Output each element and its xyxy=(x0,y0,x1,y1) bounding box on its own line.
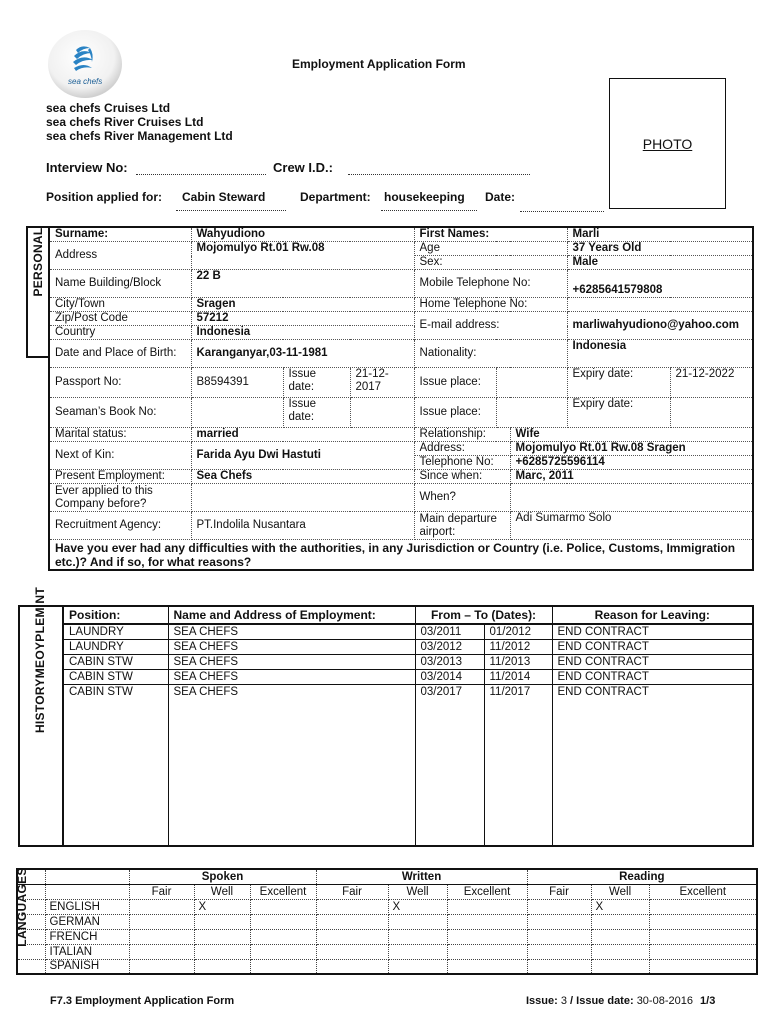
building-field[interactable]: 22 B xyxy=(191,270,414,298)
position-label: Position applied for: xyxy=(46,190,162,204)
level-label: Excellent xyxy=(447,884,527,899)
address-label: Address xyxy=(49,242,191,270)
history-position[interactable]: CABIN STW xyxy=(63,685,168,847)
footer-issue xyxy=(526,995,715,1007)
history-row[interactable] xyxy=(63,670,753,685)
mobile-field[interactable]: +6285641579808 xyxy=(567,270,753,298)
authorities-question: Have you ever had any difficulties with the authorities, in any Jurisdiction or Country (i.e. Police, Customs, Immigration etc.)? And if so, for what reasons? xyxy=(49,540,753,571)
footer-form-name: F7.3 Employment Application Form xyxy=(50,995,235,1007)
level-label: Fair xyxy=(316,884,388,899)
passport-issue-place-label: Issue place: xyxy=(414,368,496,398)
seaman-issue-place-field[interactable] xyxy=(496,398,567,428)
mark-cell[interactable] xyxy=(527,899,591,914)
mark-cell[interactable] xyxy=(316,944,388,959)
dob-field[interactable]: Karanganyar,03-11-1981 xyxy=(191,340,414,368)
relationship-label: Relationship: xyxy=(414,428,510,442)
history-reason[interactable]: END CONTRACT xyxy=(552,685,753,847)
mark-cell[interactable] xyxy=(527,929,591,944)
mark-cell[interactable] xyxy=(316,914,388,929)
kin-label: Next of Kin: xyxy=(49,442,191,470)
mark-cell[interactable] xyxy=(194,914,250,929)
level-label: Well xyxy=(194,884,250,899)
when-label: When? xyxy=(414,484,510,512)
present-employment-label: Present Employment: xyxy=(49,470,191,484)
lang-group-spoken: Spoken xyxy=(129,869,316,884)
mark-cell[interactable]: X xyxy=(194,899,250,914)
history-employer[interactable]: SEA CHEFS xyxy=(168,685,415,847)
dob-label: Date and Place of Birth: xyxy=(49,340,191,368)
mark-cell[interactable] xyxy=(388,959,447,974)
kin-phone-field[interactable]: +6285725596114 xyxy=(510,456,753,470)
passport-issue-date-label: Issue date: xyxy=(283,368,350,398)
sex-field[interactable]: Male xyxy=(567,256,753,270)
language-row xyxy=(17,959,757,974)
history-reason[interactable]: END CONTRACT xyxy=(552,624,753,640)
mark-cell[interactable]: X xyxy=(591,899,649,914)
nationality-field[interactable]: Indonesia xyxy=(567,340,753,368)
mark-cell[interactable] xyxy=(194,929,250,944)
history-table xyxy=(62,605,754,847)
mark-cell[interactable] xyxy=(129,959,194,974)
kin-address-field[interactable]: Mojomulyo Rt.01 Rw.08 Sragen xyxy=(510,442,753,456)
mark-cell[interactable] xyxy=(591,929,649,944)
mark-cell[interactable] xyxy=(447,929,527,944)
language-name: ENGLISH xyxy=(45,899,129,914)
language-name: ITALIAN xyxy=(45,944,129,959)
history-position[interactable]: LAUNDRY xyxy=(63,624,168,640)
history-from[interactable]: 03/2013 xyxy=(415,655,484,670)
history-from[interactable]: 03/2012 xyxy=(415,640,484,655)
history-from[interactable]: 03/2017 xyxy=(415,685,484,847)
level-label: Fair xyxy=(129,884,194,899)
mark-cell[interactable] xyxy=(250,914,316,929)
seaman-expiry-field[interactable] xyxy=(670,398,753,428)
seaman-issue-date-field[interactable] xyxy=(350,398,414,428)
mobile-label: Mobile Telephone No: xyxy=(414,270,567,298)
seaman-expiry-label: Expiry date: xyxy=(567,398,670,428)
passport-issue-date-field[interactable]: 21-12-2017 xyxy=(350,368,414,398)
age-label: Age xyxy=(414,242,567,256)
passport-issue-place-field[interactable] xyxy=(496,368,567,398)
language-row xyxy=(17,899,757,914)
language-row xyxy=(17,944,757,959)
history-position[interactable]: LAUNDRY xyxy=(63,640,168,655)
mark-cell[interactable] xyxy=(250,944,316,959)
mark-cell[interactable] xyxy=(129,914,194,929)
marital-label: Marital status: xyxy=(49,428,191,442)
mark-cell[interactable] xyxy=(649,959,757,974)
kin-field[interactable]: Farida Ayu Dwi Hastuti xyxy=(191,442,414,470)
when-field[interactable] xyxy=(510,484,753,512)
date-field[interactable] xyxy=(520,211,604,212)
age-field[interactable]: 37 Years Old xyxy=(567,242,753,256)
history-row[interactable] xyxy=(63,655,753,670)
agency-label: Recruitment Agency: xyxy=(49,512,191,540)
history-employer[interactable]: SEA CHEFS xyxy=(168,640,415,655)
first-names-field[interactable]: Marli xyxy=(567,227,753,242)
footer-issue-date: 30-08-2016 xyxy=(636,995,693,1007)
mark-cell[interactable] xyxy=(194,959,250,974)
mark-cell[interactable] xyxy=(388,929,447,944)
footer-issue-date-label: / Issue date: xyxy=(570,995,634,1007)
seaman-issue-place-label: Issue place: xyxy=(414,398,496,428)
company-list xyxy=(46,101,233,143)
home-phone-label: Home Telephone No: xyxy=(414,298,567,312)
passport-label: Passport No: xyxy=(49,368,191,398)
history-to[interactable]: 11/2012 xyxy=(484,640,552,655)
footer-issue-number: 3 xyxy=(560,995,567,1007)
country-field[interactable]: Indonesia xyxy=(191,326,414,340)
city-label: City/Town xyxy=(49,298,191,312)
city-field[interactable]: Sragen xyxy=(191,298,414,312)
history-row[interactable] xyxy=(63,624,753,640)
history-position[interactable]: CABIN STW xyxy=(63,670,168,685)
nationality-label: Nationality: xyxy=(414,340,567,368)
history-to[interactable]: 11/2014 xyxy=(484,670,552,685)
history-row[interactable] xyxy=(63,640,753,655)
languages-side-label: LANGUAGES xyxy=(15,867,29,947)
history-header-reason: Reason for Leaving: xyxy=(552,606,753,624)
history-employer[interactable]: SEA CHEFS xyxy=(168,670,415,685)
seaman-issue-date-label: Issue date: xyxy=(283,398,350,428)
mark-cell[interactable] xyxy=(527,944,591,959)
email-label: E-mail address: xyxy=(414,312,567,340)
language-name: FRENCH xyxy=(45,929,129,944)
crew-id-label: Crew I.D.: xyxy=(273,160,333,175)
language-name: SPANISH xyxy=(45,959,129,974)
kin-phone-label: Telephone No: xyxy=(414,456,510,470)
company-name: sea chefs River Management Ltd xyxy=(46,129,233,143)
mark-cell[interactable] xyxy=(388,914,447,929)
passport-expiry-label: Expiry date: xyxy=(567,368,670,398)
present-employment-field[interactable]: Sea Chefs xyxy=(191,470,414,484)
mark-cell[interactable] xyxy=(316,899,388,914)
relationship-field[interactable]: Wife xyxy=(510,428,753,442)
company-name: sea chefs River Cruises Ltd xyxy=(46,115,204,129)
level-label: Excellent xyxy=(250,884,316,899)
history-row[interactable] xyxy=(63,685,753,847)
interview-label: Interview No: xyxy=(46,160,128,175)
history-to[interactable]: 11/2013 xyxy=(484,655,552,670)
history-side-label: HISTORYMEOYPLEM NT xyxy=(33,586,47,734)
history-from[interactable]: 03/2011 xyxy=(415,624,484,640)
mark-cell[interactable] xyxy=(527,914,591,929)
mark-cell[interactable] xyxy=(447,914,527,929)
language-name: GERMAN xyxy=(45,914,129,929)
history-header-position: Position: xyxy=(63,606,168,624)
mark-cell[interactable] xyxy=(194,944,250,959)
zip-field[interactable]: 57212 xyxy=(191,312,414,326)
mark-cell[interactable] xyxy=(129,899,194,914)
mark-cell[interactable] xyxy=(447,944,527,959)
crew-id-field[interactable] xyxy=(348,174,530,175)
level-label: Well xyxy=(591,884,649,899)
history-reason[interactable]: END CONTRACT xyxy=(552,655,753,670)
level-label: Fair xyxy=(527,884,591,899)
applied-before-field[interactable] xyxy=(191,484,414,512)
lang-group-reading: Reading xyxy=(527,869,757,884)
home-phone-field[interactable] xyxy=(567,298,753,312)
mark-cell[interactable] xyxy=(591,944,649,959)
seaman-book-label: Seaman’s Book No: xyxy=(49,398,191,428)
history-to[interactable]: 11/2017 xyxy=(484,685,552,847)
email-field[interactable]: marliwahyudiono@yahoo.com xyxy=(567,312,753,340)
sex-label: Sex: xyxy=(414,256,567,270)
building-label: Name Building/Block xyxy=(49,270,191,298)
mark-cell[interactable] xyxy=(316,959,388,974)
date-label: Date: xyxy=(485,190,516,204)
zip-label: Zip/Post Code xyxy=(49,312,191,326)
mark-cell[interactable] xyxy=(447,959,527,974)
mark-cell[interactable]: X xyxy=(388,899,447,914)
agency-field[interactable]: PT.Indolila Nusantara xyxy=(191,512,414,540)
mark-cell[interactable] xyxy=(316,929,388,944)
mark-cell[interactable] xyxy=(649,929,757,944)
surname-label: Surname: xyxy=(49,227,191,242)
mark-cell[interactable] xyxy=(591,959,649,974)
mark-cell[interactable] xyxy=(250,899,316,914)
history-header-employer: Name and Address of Employment: xyxy=(168,606,415,624)
language-row xyxy=(17,929,757,944)
airport-field[interactable]: Adi Sumarmo Solo xyxy=(510,512,753,540)
lang-group-written: Written xyxy=(316,869,527,884)
passport-field[interactable]: B8594391 xyxy=(191,368,283,398)
department-field[interactable]: housekeeping xyxy=(381,190,477,211)
mark-cell[interactable] xyxy=(129,929,194,944)
mark-cell[interactable] xyxy=(649,944,757,959)
interview-field[interactable] xyxy=(136,174,266,175)
country-label: Country xyxy=(49,326,191,340)
history-reason[interactable]: END CONTRACT xyxy=(552,670,753,685)
since-label: Since when: xyxy=(414,470,510,484)
history-employer[interactable]: SEA CHEFS xyxy=(168,624,415,640)
history-reason[interactable]: END CONTRACT xyxy=(552,640,753,655)
history-to[interactable]: 01/2012 xyxy=(484,624,552,640)
company-logo xyxy=(46,28,124,100)
history-header-dates: From – To (Dates): xyxy=(415,606,552,624)
airport-label: Main departure airport: xyxy=(414,512,510,540)
address-field[interactable]: Mojomulyo Rt.01 Rw.08 xyxy=(191,242,414,270)
languages-table xyxy=(16,868,758,975)
footer-page: 1/3 xyxy=(700,995,716,1007)
history-employer[interactable]: SEA CHEFS xyxy=(168,655,415,670)
department-label: Department: xyxy=(300,190,371,204)
mark-cell[interactable] xyxy=(591,914,649,929)
history-position[interactable]: CABIN STW xyxy=(63,655,168,670)
mark-cell[interactable] xyxy=(527,959,591,974)
applied-before-label: Ever applied to this Company before? xyxy=(49,484,191,512)
passport-expiry-field[interactable]: 21-12-2022 xyxy=(670,368,753,398)
mark-cell[interactable] xyxy=(649,899,757,914)
kin-address-label: Address: xyxy=(414,442,510,456)
first-names-label: First Names: xyxy=(414,227,567,242)
surname-field[interactable]: Wahyudiono xyxy=(191,227,414,242)
since-field[interactable]: Marc, 2011 xyxy=(510,470,753,484)
level-label: Well xyxy=(388,884,447,899)
photo-box[interactable] xyxy=(609,78,726,209)
mark-cell[interactable] xyxy=(447,899,527,914)
mark-cell[interactable] xyxy=(649,914,757,929)
personal-table xyxy=(48,226,754,571)
company-name: sea chefs Cruises Ltd xyxy=(46,101,171,115)
history-from[interactable]: 03/2014 xyxy=(415,670,484,685)
mark-cell[interactable] xyxy=(250,959,316,974)
form-title: Employment Application Form xyxy=(292,57,466,71)
photo-label: PHOTO xyxy=(642,135,693,152)
mark-cell[interactable] xyxy=(388,944,447,959)
level-label: Excellent xyxy=(649,884,757,899)
language-row xyxy=(17,914,757,929)
seaman-book-field[interactable] xyxy=(191,398,283,428)
marital-field[interactable]: married xyxy=(191,428,414,442)
personal-side-label: PERSONAL xyxy=(31,227,45,297)
footer-issue-label: Issue: xyxy=(526,995,558,1007)
mark-cell[interactable] xyxy=(129,944,194,959)
position-field[interactable]: Cabin Steward xyxy=(176,190,286,211)
logo-text: sea chefs xyxy=(68,77,103,86)
mark-cell[interactable] xyxy=(250,929,316,944)
